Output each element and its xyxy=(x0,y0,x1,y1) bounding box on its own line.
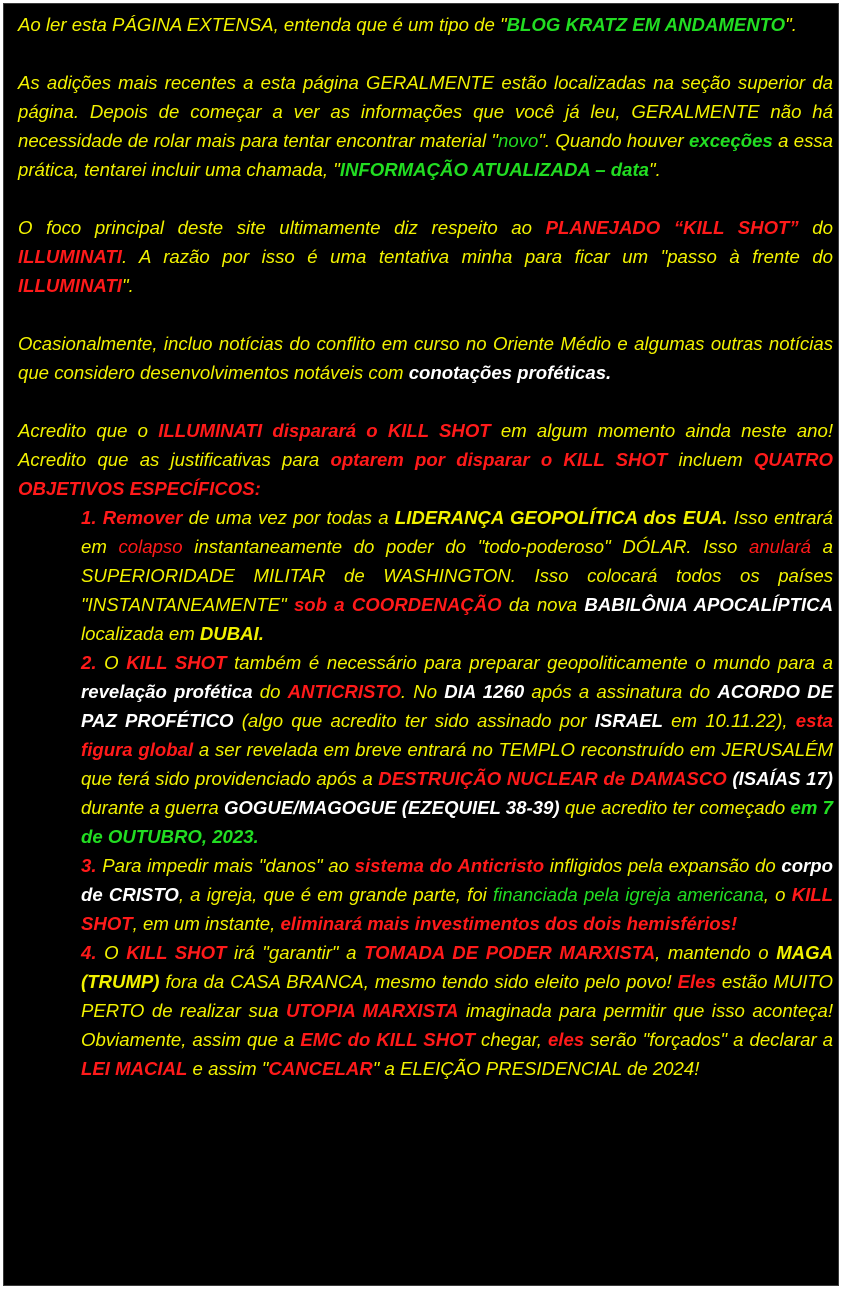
text-run: (algo que acredito ter sido assinado por xyxy=(233,710,595,731)
text-run: , a igreja, que é em grande parte, foi xyxy=(178,884,493,905)
text-run: ANTICRISTO xyxy=(287,681,401,702)
text-run: a essa prática, tentarei incluir uma chamada, " xyxy=(18,130,833,180)
text-run: ". xyxy=(121,275,134,296)
text-run: financiada pela igreja americana xyxy=(492,884,764,905)
text-run: QUATRO OBJETIVOS ESPECÍFICOS: xyxy=(18,449,833,499)
text-run: Para impedir mais "danos" ao xyxy=(96,855,355,876)
paragraph-middle-east-news xyxy=(18,329,833,387)
text-run: DIA 1260 xyxy=(444,681,525,702)
text-run: ILLUMINATI xyxy=(18,246,122,267)
text-run: GOGUE/MAGOGUE (EZEQUIEL 38-39) xyxy=(223,797,560,818)
text-run: do xyxy=(252,681,288,702)
paragraph-main-focus xyxy=(18,213,833,300)
text-run: em 10.11.22), xyxy=(662,710,796,731)
text-run: BLOG KRATZ EM ANDAMENTO xyxy=(506,14,786,35)
document-body xyxy=(18,10,833,1083)
text-run: após a assinatura do xyxy=(524,681,718,702)
text-run: estão MUITO PERTO de realizar sua xyxy=(81,971,833,1021)
text-run: Ao ler esta PÁGINA EXTENSA, entenda que é um tipo de " xyxy=(18,14,507,35)
text-run: irá "garantir" a xyxy=(226,942,365,963)
text-run: instantaneamente do poder do "todo-poderoso" DÓLAR. Isso xyxy=(182,536,749,557)
text-run: a SUPERIORIDADE MILITAR de WASHINGTON. Isso colocará todos os países "INSTANTANEAMENTE" xyxy=(81,536,833,615)
text-run: eliminará mais investimentos dos dois hemisférios! xyxy=(280,913,738,934)
text-run: PLANEJADO “KILL SHOT” xyxy=(545,217,799,238)
text-run: localizada em xyxy=(81,623,200,644)
text-run: que acredito ter começado xyxy=(559,797,791,818)
text-run: Isso entrará em xyxy=(81,507,833,557)
text-run: DESTRUIÇÃO NUCLEAR de DAMASCO xyxy=(378,768,727,789)
text-run: incluem xyxy=(667,449,754,470)
text-run: O xyxy=(96,942,127,963)
text-run: . A razão por isso é uma tentativa minha para ficar um "passo à frente do xyxy=(121,246,833,267)
text-run: Ocasionalmente, incluo notícias do conflito em curso no Oriente Médio e algumas outras notícias que considero desenvolvimentos notáveis com xyxy=(18,333,833,383)
text-run: KILL SHOT xyxy=(126,652,227,673)
text-run: novo xyxy=(498,130,539,151)
text-run: ILLUMINATI disparará o KILL SHOT xyxy=(158,420,491,441)
text-run: 4. xyxy=(81,942,97,963)
text-run: conotações proféticas. xyxy=(408,362,612,383)
text-run: 3. xyxy=(81,855,97,876)
list-item xyxy=(81,503,833,648)
text-run: e assim " xyxy=(187,1058,269,1079)
text-run: ". xyxy=(785,14,797,35)
text-run: , o xyxy=(763,884,792,905)
list-item xyxy=(81,851,833,938)
text-run: UTOPIA MARXISTA xyxy=(285,1000,459,1021)
text-run: EMC do KILL SHOT xyxy=(300,1029,475,1050)
text-run: de uma vez por todas a xyxy=(182,507,395,528)
text-run: . No xyxy=(400,681,445,702)
text-run: LIDERANÇA GEOPOLÍTICA dos EUA. xyxy=(394,507,728,528)
text-run: durante a guerra xyxy=(81,797,224,818)
list-item xyxy=(81,938,833,1083)
text-run: serão "forçados" a declarar a xyxy=(584,1029,833,1050)
text-run: eles xyxy=(547,1029,585,1050)
text-run: LEI MACIAL xyxy=(81,1058,188,1079)
document-frame xyxy=(3,3,839,1286)
text-run: (ISAÍAS 17) xyxy=(726,768,833,789)
text-run: , em um instante, xyxy=(132,913,281,934)
text-run: ISRAEL xyxy=(594,710,663,731)
text-run: ". xyxy=(649,159,661,180)
text-run: DUBAI. xyxy=(199,623,264,644)
paragraph-intro xyxy=(18,10,833,39)
text-run: KILL SHOT xyxy=(81,884,833,934)
text-run: também é necessário para preparar geopoliticamente o mundo para a xyxy=(226,652,833,673)
text-run: 2. xyxy=(81,652,97,673)
text-run: ACORDO DE PAZ PROFÉTICO xyxy=(81,681,833,731)
text-run: , mantendo o xyxy=(655,942,777,963)
text-run: exceções xyxy=(689,130,773,151)
text-run: MAGA (TRUMP) xyxy=(81,942,833,992)
text-run: em 7 de OUTUBRO, 2023. xyxy=(81,797,833,847)
text-run: esta figura global xyxy=(81,710,833,760)
text-run: As adições mais recentes a esta página GERALMENTE estão localizadas na seção superior da página. Depois de começar a ver as informações que você já leu, GERALMENTE não há necessidade de rolar mais para tentar encontrar material " xyxy=(18,72,833,151)
text-run: Acredito que o xyxy=(18,420,159,441)
text-run: sob a COORDENAÇÃO xyxy=(293,594,502,615)
text-run: imaginada para permitir que isso aconteça! Obviamente, assim que a xyxy=(81,1000,833,1050)
text-run: da nova xyxy=(501,594,585,615)
objectives-list xyxy=(18,503,833,1083)
text-run: KILL SHOT xyxy=(126,942,227,963)
text-run: infligidos pela expansão do xyxy=(544,855,782,876)
text-run: optarem por disparar o KILL SHOT xyxy=(330,449,668,470)
paragraph-recent-additions xyxy=(18,68,833,184)
text-run: anulará xyxy=(748,536,811,557)
text-run: chegar, xyxy=(474,1029,548,1050)
text-run: CANCELAR xyxy=(268,1058,373,1079)
text-run: sistema do Anticristo xyxy=(354,855,545,876)
text-run: corpo de CRISTO xyxy=(81,855,834,905)
text-run: a ser revelada em breve entrará no TEMPLO reconstruído em JERUSALÉM que terá sido providenciado após a xyxy=(81,739,833,789)
text-run: " a ELEIÇÃO PRESIDENCIAL de 2024! xyxy=(372,1058,700,1079)
text-run: O xyxy=(96,652,127,673)
paragraph-four-objectives xyxy=(18,416,833,503)
text-run: do xyxy=(798,217,833,238)
text-run: revelação profética xyxy=(81,681,253,702)
text-run: ILLUMINATI xyxy=(18,275,122,296)
text-run: em algum momento ainda neste ano! Acredito que as justificativas para xyxy=(18,420,834,470)
text-run: colapso xyxy=(118,536,183,557)
text-run: BABILÔNIA APOCALÍPTICA xyxy=(584,594,834,615)
text-run: TOMADA DE PODER MARXISTA xyxy=(364,942,656,963)
text-run: INFORMAÇÃO ATUALIZADA – data xyxy=(339,159,650,180)
text-run: 1. Remover xyxy=(81,507,183,528)
list-item xyxy=(81,648,833,851)
text-run: fora da CASA BRANCA, mesmo tendo sido eleito pelo povo! xyxy=(159,971,678,992)
text-run: ". Quando houver xyxy=(538,130,690,151)
text-run: Eles xyxy=(677,971,716,992)
text-run: O foco principal deste site ultimamente diz respeito ao xyxy=(18,217,546,238)
